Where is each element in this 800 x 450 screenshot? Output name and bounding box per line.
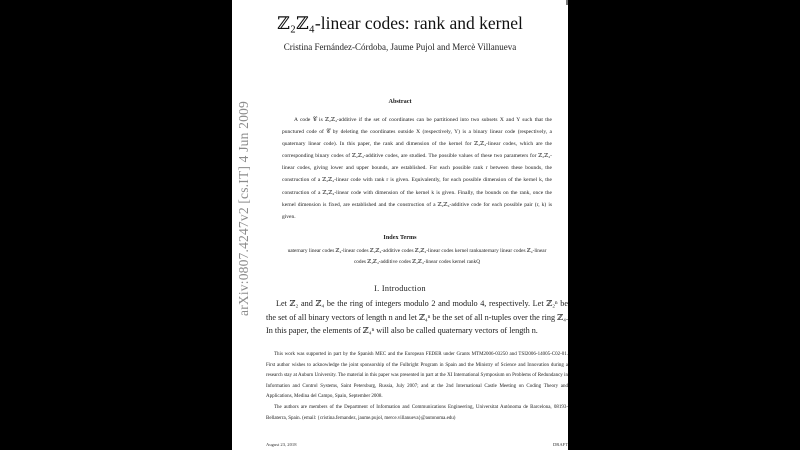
paper-page [232, 0, 568, 450]
footer-status: DRAFT [552, 442, 568, 447]
scrollbar-indicator[interactable] [566, 0, 568, 5]
index-terms-text: uaternary linear codes ℤ₄-linear codes ℤ₂ℤ₄-additive codes ℤ₂ℤ₄-linear codes kernel rankuaternary linear codes ℤ₄-linear codes ℤ₂ℤ₄-additive codes ℤ₂ℤ₄-linear codes kernel rankQ [287, 248, 547, 265]
footer-date: August 23, 2018 [266, 442, 297, 447]
introduction-body [266, 297, 568, 338]
abstract-text: A code 𝒞 is ℤ₂ℤ₄-additive if the set of coordinates can be partitioned into two subsets X and Y such that the punctured code of 𝒞 by deleting the coordinates outside X (respectively, Y) is a binary linear code (respectively, a quaternary linear code). In this paper, the rank and dimension of the kernel for ℤ₂ℤ₄-linear codes, which are the corresponding binary codes of ℤ₂ℤ₄-additive codes, are studied. The possible values of these two parameters for ℤ₂ℤ₄-linear codes, giving lower and upper bounds, are established. For each possible rank r between these bounds, the construction of a ℤ₂ℤ₄-linear code with rank r is given. Equivalently, for each possible dimension of the kernel k, the construction of a ℤ₂ℤ₄-linear code with dimension of the kernel k is given. Finally, the bounds on the rank, once the kernel dimension is fixed, are established and the construction of a ℤ₂ℤ₄-additive code for each possible pair (r, k) is given. [282, 117, 552, 220]
footnotes [266, 350, 568, 424]
introduction-text: Let ℤ₂ and ℤ₄ be the ring of integers modulo 2 and modulo 4, respectively. Let ℤ₂ⁿ be the set of all binary vectors of length n and let ℤ₄ⁿ be the set of all n-tuples over the ring ℤ₄. In this paper, the elements of ℤ₄ⁿ will also be called quaternary vectors of length n. [266, 299, 568, 336]
arxiv-stamp: arXiv:0807.4247v2 [cs.IT] 4 Jun 2009 [236, 101, 251, 317]
abstract-heading: Abstract [388, 98, 412, 105]
footnote-affiliation: The authors are members of the Department of Information and Communications Engineering, Universitat Autònoma de Barcelona, 08193-Bellaterra, Spain. (email: {cristina.fernandez, jaume.pujol, merce.villanueva}@autonoma.edu) [266, 404, 568, 421]
index-terms-heading: Index Terms [383, 234, 417, 241]
footnote-funding: This work was supported in part by the Spanish MEC and the European FEDER under Grants MTM2006-03250 and TSI2006-14005-C02-01. First author wishes to acknowledge the joint sponsorship of the Fulbright Program in Spain and the Ministry of Science and Innovation during a research stay at Auburn University. The material in this paper was presented in part at the XI International Symposium on Problems of Redundancy in Information and Control Systems, Saint Petersburg, Russia, July 2007; and at the 2nd International Castle Meeting on Coding Theory and Applications, Medina del Campo, Spain, September 2008. [266, 352, 568, 400]
paper-authors: Cristina Fernández-Córdoba, Jaume Pujol and Mercè Villanueva [283, 42, 517, 52]
paper-title: ℤ₂ℤ₄-linear codes: rank and kernel [277, 13, 523, 33]
abstract-body [282, 114, 552, 223]
section-heading: I. Introduction [374, 284, 426, 293]
